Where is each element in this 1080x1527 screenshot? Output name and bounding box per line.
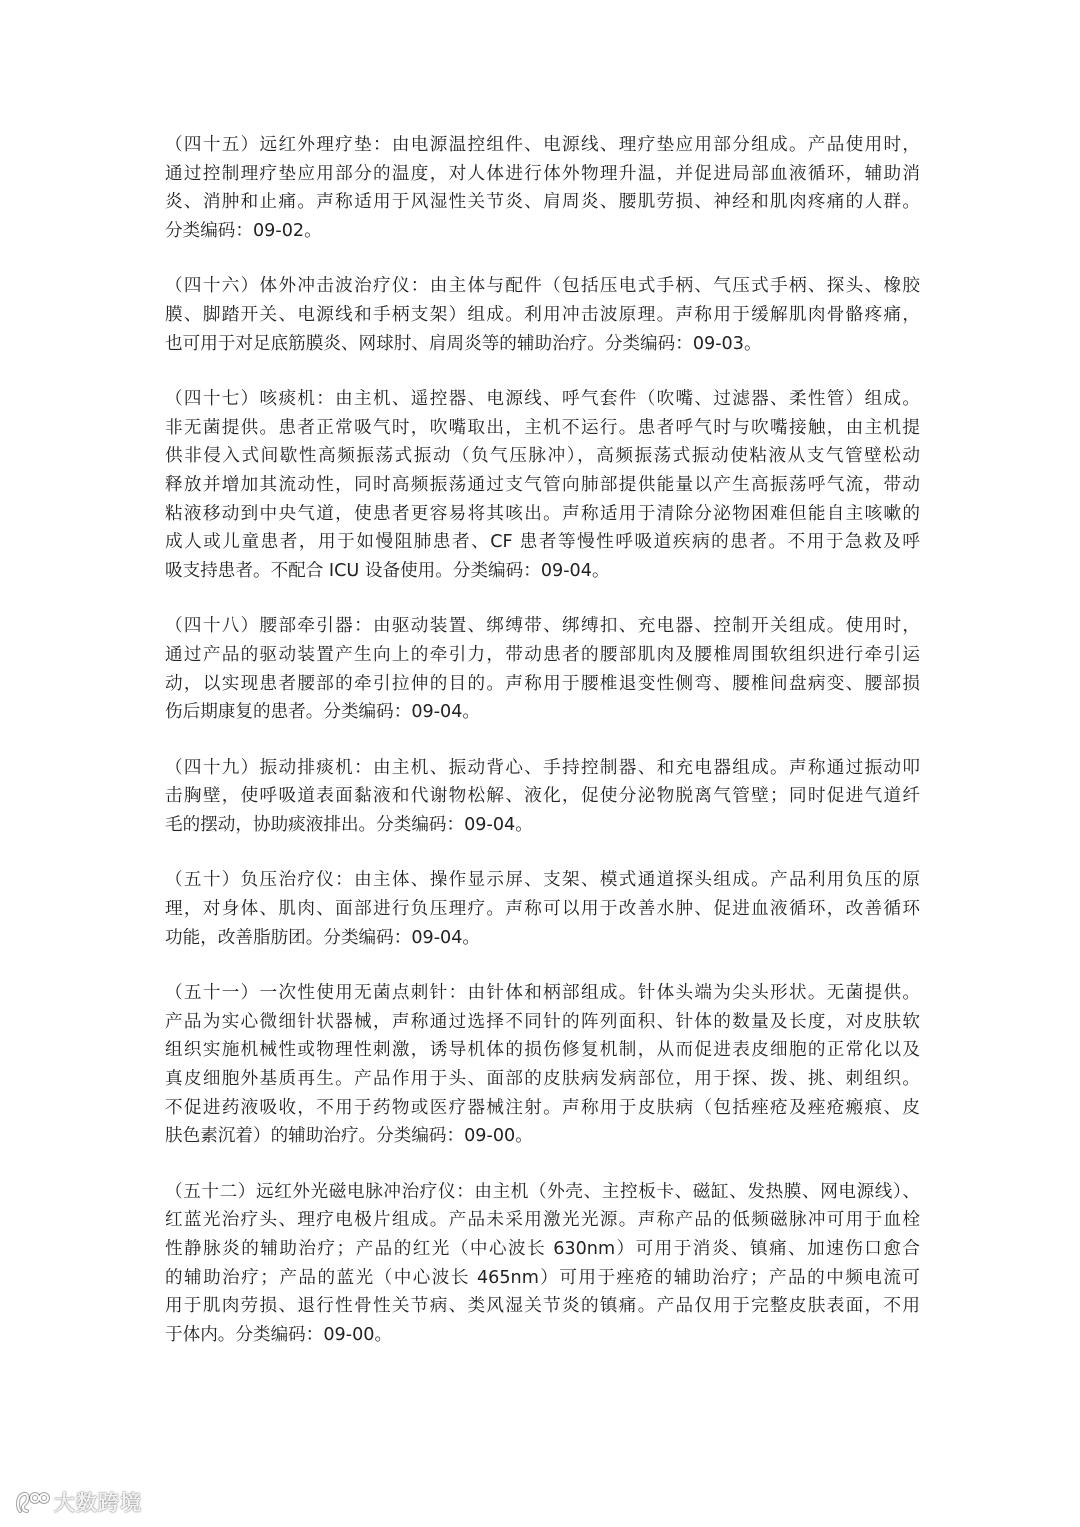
text-line: 毛的摆动，协助痰液排出。分类编码：09-04。 bbox=[165, 814, 533, 835]
paragraph-item-45 bbox=[165, 131, 920, 245]
text-line: 不促进药液吸收，不用于药物或医疗器械注射。声称用于皮肤病（包括痤疮及痤疮瘢痕、皮 bbox=[165, 1097, 920, 1118]
paragraph-item-47 bbox=[165, 385, 920, 585]
text-line: 真皮细胞外基质再生。产品作用于头、面部的皮肤病发病部位，用于探、拨、挑、刺组织。 bbox=[165, 1069, 920, 1090]
document-body bbox=[165, 131, 920, 1376]
text-line: 击胸壁，使呼吸道表面黏液和代谢物松解、液化，促使分泌物脱离气管壁；同时促进气道纤 bbox=[165, 786, 920, 807]
text-line: 用于肌肉劳损、退行性骨性关节病、类风湿关节炎的镇痛。产品仅用于完整皮肤表面，不用 bbox=[165, 1296, 920, 1317]
text-line: 粘液移动到中央气道，使患者更容易将其咳出。声称适用于清除分泌物困难但能自主咳嗽的 bbox=[165, 503, 920, 524]
paragraph-item-49 bbox=[165, 754, 920, 840]
text-line: 供非侵入式间歇性高频振荡式振动（负气压脉冲），高频振荡式振动使粘液从支气管壁松动 bbox=[165, 446, 920, 467]
paragraph-item-52 bbox=[165, 1178, 920, 1350]
text-line: 通过产品的驱动装置产生向上的牵引力，带动患者的腰部肌肉及腰椎周围软组织进行牵引运 bbox=[165, 644, 920, 665]
text-line: （四十五）远红外理疗垫：由电源温控组件、电源线、理疗垫应用部分组成。产品使用时， bbox=[165, 135, 920, 155]
text-line: （四十九）振动排痰机：由主机、振动背心、手持控制器、和充电器组成。声称通过振动叩 bbox=[165, 757, 920, 778]
paragraph-item-51 bbox=[165, 979, 920, 1151]
text-line: 成人或儿童患者，用于如慢阻肺患者、CF 患者等慢性呼吸道疾病的患者。不用于急救及呼 bbox=[165, 532, 920, 553]
text-line: 动，以实现患者腰部的牵引拉伸的目的。声称用于腰椎退变性侧弯、腰椎间盘病变、腰部损 bbox=[165, 673, 920, 694]
text-line: 肤色素沉着）的辅助治疗。分类编码：09-00。 bbox=[165, 1126, 533, 1147]
text-line: 膜、脚踏开关、电源线和手柄支架）组成。利用冲击波原理。声称用于缓解肌肉骨骼疼痛， bbox=[165, 304, 920, 325]
text-line: 吸支持患者。不配合 ICU 设备使用。分类编码：09-04。 bbox=[165, 560, 610, 581]
text-line: 功能，改善脂肪团。分类编码：09-04。 bbox=[165, 927, 481, 948]
text-line: （四十八）腰部牵引器：由驱动装置、绑缚带、绑缚扣、充电器、控制开关组成。使用时， bbox=[165, 616, 920, 637]
paragraph-item-46 bbox=[165, 272, 920, 358]
text-line: 红蓝光治疗头、理疗电极片组成。产品未采用激光光源。声称产品的低频磁脉冲可用于血栓 bbox=[165, 1210, 920, 1231]
text-line: 组织实施机械性或物理性刺激，诱导机体的损伤修复机制，从而促进表皮细胞的正常化以及 bbox=[165, 1040, 920, 1061]
text-line: 伤后期康复的患者。分类编码：09-04。 bbox=[165, 702, 481, 723]
watermark bbox=[14, 1488, 142, 1518]
text-line: （五十）负压治疗仪：由主体、操作显示屏、支架、模式通道探头组成。产品利用负压的原 bbox=[165, 870, 920, 891]
text-line: 的辅助治疗；产品的蓝光（中心波长 465nm）可用于痤疮的辅助治疗；产品的中频电流可 bbox=[165, 1267, 920, 1288]
text-line: （五十一）一次性使用无菌点刺针：由针体和柄部组成。针体头端为尖头形状。无菌提供。 bbox=[165, 983, 920, 1004]
text-line: 非无菌提供。患者正常吸气时，吹嘴取出，主机不运行。患者呼气时与吹嘴接触，由主机提 bbox=[165, 417, 920, 438]
text-line: 分类编码：09-02。 bbox=[165, 220, 322, 241]
text-line: 性静脉炎的辅助治疗；产品的红光（中心波长 630nm）可用于消炎、镇痛、加速伤口愈合 bbox=[165, 1239, 920, 1259]
text-line: 释放并增加其流动性，同时高频振荡通过支气管向肺部提供能量以产生高振荡呼气流，带动 bbox=[165, 474, 920, 495]
text-line: 理，对身体、肌肉、面部进行负压理疗。声称可以用于改善水肿、促进血液循环，改善循环 bbox=[165, 899, 920, 920]
watermark-text: 大数跨境 bbox=[54, 1491, 142, 1515]
brand-logo-icon bbox=[14, 1489, 50, 1517]
text-line: （四十七）咳痰机：由主机、遥控器、电源线、呼气套件（吹嘴、过滤器、柔性管）组成。 bbox=[165, 389, 920, 410]
text-line: （五十二）远红外光磁电脉冲治疗仪：由主机（外壳、主控板卡、磁缸、发热膜、网电源线）、 bbox=[165, 1181, 920, 1202]
text-line: 炎、消肿和止痛。声称适用于风湿性关节炎、肩周炎、腰肌劳损、神经和肌肉疼痛的人群。 bbox=[165, 192, 920, 213]
text-line: 于体内。分类编码：09-00。 bbox=[165, 1324, 393, 1345]
text-line: 也可用于对足底筋膜炎、网球肘、肩周炎等的辅助治疗。分类编码：09-03。 bbox=[165, 333, 762, 354]
text-line: （四十六）体外冲击波治疗仪：由主体与配件（包括压电式手柄、气压式手柄、探头、橡胶 bbox=[165, 276, 920, 297]
text-line: 通过控制理疗垫应用部分的温度，对人体进行体外物理升温，并促进局部血液循环，辅助消 bbox=[165, 163, 920, 184]
text-line: 产品为实心微细针状器械，声称通过选择不同针的阵列面积、针体的数量及长度，对皮肤软 bbox=[165, 1011, 920, 1032]
paragraph-item-50 bbox=[165, 866, 920, 952]
paragraph-item-48 bbox=[165, 612, 920, 726]
